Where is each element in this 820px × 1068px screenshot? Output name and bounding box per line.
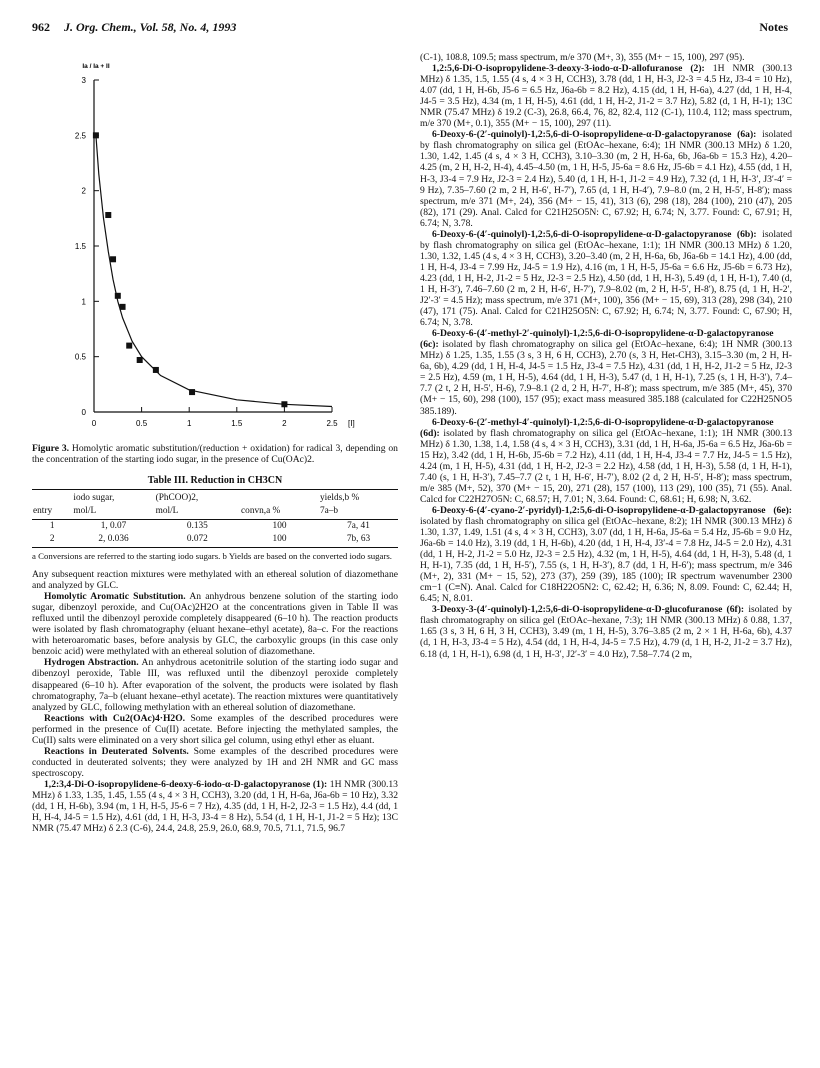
y-tick-label: 2 [81,186,86,196]
table-cell: 100 [272,521,287,532]
paragraph [32,657,398,712]
paragraph-heading: Hydrogen Abstraction. [44,657,139,669]
table-cell: 1, 0.07 [100,521,127,532]
x-tick-label: 2.5 [326,419,338,428]
paragraph-text: isolated by flash chromatography on silica gel (EtOAc–hexane, 1:1); 1H NMR (300.13 MHz) δ 1.20, 1.30, 1.32, 1.45 (4 s, 4 × 3 H, CCH3), 3.20–3.40 (m, 2 H, H-6a, 6b, J6a-6b = 14.1 Hz), 4.00 (dd, 1 H, H-4, J3-4 = 7.99 Hz, J4-5 = 1.9 Hz), 4.16 (m, 1 H, H-5, J5-6a = 6.6 Hz, J5-6b = 6.73 Hz), 4.23 (dd, 1 H, H-2, J1-2 = 5 Hz, J2-3 = 2.5 Hz), 4.50 (dd, 1 H, H-3), 5.49 (d, 1 H, H-1), 7.40 (d, 1 H, H-3′), 7.46–7.60 (2 m, 2 H, H-6′, H-7′), 7.9–8.02 (m, 2 H, H-5′, H-8′), 8.75 (d, 1 H, H-2′, J2′-3′ = 4.5 Hz); mass spectrum, m/e 371 (M+, 100), 356 (M+ − 15, 69), 313 (28), 298 (34), 210 (47), 171 (75). Anal. Calcd for C21H25O5N: C, 67.92; H, 6.74; N, 3.77. Found: C, 67.90; H, 6.74; N, 3.78. [420,228,792,329]
data-point [110,256,116,262]
data-point [115,293,121,299]
paragraph [420,328,792,416]
paragraph-text: isolated by flash chromatography on silica gel (EtOAc–hexane, 8:2); 1H NMR (300.13 MHz) δ 1.30, 1.37, 1.49, 1.51 (4 s, 4 × 3 H, CCH3), 3.07 (dd, 1 H, H-6a, J5-6a = 5.4 Hz, J5-6b = 9.0 Hz, J6a-6b = 14.0 Hz), 3.19 (dd, 1 H, H-6b), 4.20 (dd, 1 H, H-4, J3′-4 = 7.8 Hz, J4-5 = 2.0 Hz), 4.31 (dd, 1 H, H-2, J1-2 = 5.0 Hz, J2-3 = 2.5 Hz), 4.32 (m, 1 H, H-5), 4.64 (dd, 1 H, H-3), 5.48 (d, 1 H, H-1), 7.35 (dd, 1 H, H-5′), 7.55 (s, 1 H, H-3′), 8.7 (dd, 1 H, H-6′); mass spectrum, m/e 346 (M+, 2), 331 (M+ − 15, 52), 273 (37), 259 (39), 185 (100); IR spectrum wavenumber 2300 cm−1 (C≡N). Anal. Calcd for C18H22O5N2: C, 62.42; H, 6.36; N, 8.09. Found: C, 62.44; H, 6.45; N, 8.01. [420,515,792,605]
paragraph-heading: 6-Deoxy-6-(2′-quinolyl)-1,2:5,6-di-O-isopropylidene-α-D-galactopyranose (6a): [432,129,757,141]
paragraph [420,52,792,63]
paragraph-text: (C-1), 108.8, 109.5; mass spectrum, m/e 370 (M+, 3), 355 (M+ − 15, 100), 297 (95). [420,52,745,63]
x-tick-label: 0.5 [136,419,148,428]
section-name: Notes [759,20,788,34]
data-point [105,212,111,218]
table-cell: 0.072 [155,533,240,548]
data-point [120,304,126,310]
table-header-top-cell: (PhCOO)2, [155,490,240,505]
page-header [32,20,788,38]
table-cell: 7b, 63 [319,533,398,548]
table-cell: 7a, 41 [347,521,370,532]
paragraph [32,713,398,746]
paragraph-text: isolated by flash chromatography on silica gel (EtOAc–hexane, 7:3); 1H NMR (300.13 MHz) δ 0.88, 1.37, 1.65 (3 s, 3 H, 6 H, 3 H, CCH3), 3.49 (m, 1 H, H-5), 3.76–3.85 (2 m, 2 × 1 H, H-6a, 6b), 4.37 (d, 1 H, H-3, J3-4 = 5 Hz), 4.54 (dd, 1 H, H-4, J4-5 = 7.5 Hz), 4.79 (d, 1 H, H-2, J1-2 = 3.7 Hz), 6.18 (d, 1 H, H-1), 6.98 (d, 1 H, H-3′, J2′-3′ = 4.0 Hz), 7.58–7.74 (2 m, [420,604,792,660]
paragraph-heading: 1,2:3,4-Di-O-isopropylidene-6-deoxy-6-iodo-α-D-galactopyranose (1): [44,778,328,790]
data-point [126,343,132,349]
left-text-body [32,569,398,834]
x-tick-label: 2 [282,419,287,428]
paragraph-heading: Reactions with Cu2(OAc)4·H2O. [44,712,186,724]
paragraph [32,569,398,591]
paragraph-heading: Homolytic Aromatic Substitution. [44,591,186,603]
data-point [189,389,195,395]
paragraph-text: An anhydrous acetonitrile solution of the starting iodo sugar and dibenzoyl peroxide, Table III, was refluxed until the dibenzoyl peroxide completely disappeared (6–10 h). After evaporation of the solvent, the products were isolated by flash chromatography, 7a–b (eluant hexane–ethyl acetate). The reaction mixtures were quantitatively analyzed by GLC, following methylation with an ethereal solution of diazomethane. [32,657,398,713]
paragraph [32,746,398,779]
y-axis-label: Ia / Ia + II [82,63,110,70]
table-header-top-cell: iodo sugar, [72,490,154,505]
y-tick-label: 3 [81,76,86,85]
paragraph-heading: 6-Deoxy-6-(2′-methyl-4′-quinolyl)-1,2:5,6-di-O-isopropylidene-α-D-galactopyranose (6d): [420,416,774,439]
table-header-bottom [32,505,398,520]
paragraph [420,63,792,129]
paragraph-text: isolated by flash chromatography on silica gel (EtOAc–hexane, 6:4); 1H NMR (300.13 MHz) δ 1.20, 1.30, 1.42, 1.45 (4 s, 4 × 3 H, CCH3), 3.10–3.30 (m, 2 H, H-6a, 6b, J6a-6b = 15.3 Hz), 4.20–4.25 (m, 2 H, H-2, H-4), 4.45–4.50 (m, 1 H, H-5, J5-6a = 8.6 Hz, J5-6b = 4.1 Hz), 4.55 (dd, 1 H, H-3, J3-4 = 7.9 Hz, J2-3 = 2.4 Hz), 5.40 (d, 1 H, H-1, J1-2 = 4.9 Hz), 7.32 (d, 1 H, H-3′, J3′-4′ = 9 Hz), 7.35–7.60 (2 m, 2 H, H-6′, H-7′), 7.65 (d, 1 H, H-4′), 7.9–8.0 (m, 2 H, H-5′, H-8′); mass spectrum, m/e 371 (M+, 24), 356 (M+ − 15, 41), 313 (6), 298 (18), 284 (100), 210 (47), 205 (82), 171 (29). Anal. Calcd for C21H25O5N: C, 67.92; H, 6.74; N, 3.77. Found: C, 67.91; H, 6.74; N, 3.78. [420,129,792,229]
figure-caption-text: Homolytic aromatic substitution/(reduction + oxidation) for radical 3, depending on the concentration of the starting iodo sugar, in the presence of Cu(OAc)2. [32,443,398,465]
figure-3-chart [32,52,398,437]
table-cell: 0.135 [186,521,208,532]
y-tick-label: 1.5 [74,242,86,251]
table-cell: 1 [49,521,55,532]
x-tick-label: 1.5 [231,419,243,428]
paragraph [420,505,792,604]
table-header-cell: mol/L [155,505,240,520]
paragraph-text: isolated by flash chromatography on silica gel (EtOAc–hexane, 6:4); 1H NMR (300.13 MHz) δ 1.25, 1.35, 1.55 (3 s, 3 H, 6 H, CCH3), 2.70 (s, 3 H, Het-CH3), 3.15–3.30 (m, 2 H, H-6a, 6b), 4.29 (dd, 1 H, H-4, J4-5 = 1.5 Hz, J3-4 = 7.5 Hz), 4.31 (dd, 1 H, H-2, J1-2 = 5 Hz, J2-3 = 2.5 Hz), 4.59 (m, 1 H, H-5), 4.64 (dd, 1 H, H-3), 5.47 (d, 1 H, H-1), 7.25 (s, 1 H, H-3′), 7.4–7.7 (2 t, 2 H, H-5′, H-6), 7.9–8.1 (2 d, 2 H, H-7′, H-8′); mass spectrum, m/e 385 (M+, 45), 370 (M+ − 15, 60), 298 (100), 157 (95); exact mass measured 385.188 (calculated for C22H25NO5 385.189). [420,339,792,417]
table-header-top-cell: yields,b % [319,490,398,505]
y-tick-label: 2.5 [74,131,86,141]
y-tick-label: 1 [81,297,86,307]
table-header-cell: entry [32,505,72,520]
paragraph [32,591,398,657]
table-row [32,533,398,548]
figure-caption [32,443,398,465]
paragraph-heading: 3-Deoxy-3-(4′-quinolyl)-1,2:5,6-di-O-isopropylidene-α-D-glucofuranose (6f): [432,604,745,616]
table-header-top [32,490,398,505]
paragraph [420,229,792,328]
paragraph-text: 1H NMR (300.13 MHz) δ 1.35, 1.5, 1.55 (4 s, 4 × 3 H, CCH3), 3.78 (dd, 1 H, H-3, J2-3 = 4.5 Hz, J3-4 = 10 Hz), 4.07 (dd, 1 H, H-6b, J5-6 = 6.5 Hz, J6a-6b = 8.2 Hz), 4.15 (dd, 1 H, H-6a), 4.27 (dd, 1 H, H-4, J4-5 = 3.5 Hz), 4.34 (m, 1 H, H-5), 4.61 (dd, 1 H, H-2, J1-2 = 3.7 Hz), 5.82 (d, 1 H, H-1); 13C NMR (75.47 MHz) δ 19.2 (C-3), 26.8, 66.4, 76, 82, 82.4, 112 (C-1), 110.4, 112; mass spectrum, m/e 370 (M+, 0.1), 355 (M+ − 15, 100), 297 (11). [420,63,792,130]
table-body [32,520,398,548]
paragraph [32,779,398,834]
table-header-cell: mol/L [72,505,154,520]
paragraph-heading: 6-Deoxy-6-(4′-methyl-2′-quinolyl)-1,2:5,6-di-O-isopropylidene-α-D-galactopyranose (6c): [420,328,774,351]
paragraph-text: 1H NMR (300.13 MHz) δ 1.33, 1.35, 1.45, 1.55 (4 s, 4 × 3 H, CCH3), 3.20 (dd, 1 H, H-6a, J6a-6b = 10 Hz), 3.32 (dd, 1 H, H-6b), 3.94 (m, 1 H, H-5, J5-6 = 7 Hz), 4.35 (dd, 1 H, H-2, J2-3 = 1.5 Hz), 4.4 (dd, 1 H, H-4, J4-5 = 1.5 Hz), 4.61 (dd, 1 H, H-3, J3-4 = 8 Hz), 5.54 (d, 1 H, H-1, J1-2 = 5 Hz); 13C NMR (75.47 MHz) δ 2.3 (C-6), 24.4, 24.8, 25.9, 26.0, 68.9, 70.5, 71.1, 71.5, 96.7 [32,778,398,835]
paragraph-text: Some examples of the described procedures were conducted in deuterated solvents; they were analyzed by 1H and 2H NMR and GC mass spectroscopy. [32,745,398,779]
paragraph-text: Any subsequent reaction mixtures were methylated with an ethereal solution of diazomethane and analyzed by GLC. [32,569,398,592]
table-cell: 2, 0.036 [72,533,154,548]
paragraph-heading: 6-Deoxy-6-(4′-cyano-2′-pyridyl)-1,2:5,6-di-O-isopropylidene-α-D-galactopyranose (6e): [432,504,792,516]
table-row [32,520,398,533]
y-tick-label: 0 [81,408,86,417]
data-point [137,357,143,363]
fit-curve [96,135,332,406]
x-tick-label: 1 [186,419,192,428]
paragraph [420,604,792,659]
x-tick-label: 0 [91,419,97,428]
paragraph-heading: 6-Deoxy-6-(4′-quinolyl)-1,2:5,6-di-O-isopropylidene-α-D-galactopyranose (6b): [432,228,757,240]
paragraph [420,417,792,505]
paragraph [420,129,792,228]
paragraph-text: An anhydrous benzene solution of the starting iodo sugar, dibenzoyl peroxide, and Cu(OAc)2H2O at the concentrations given in Table II was refluxed until the dibenzoyl peroxide completely disappeared (6–10 h). The reaction products were isolated by flash chromatography (eluant hexane–ethyl acetate), 8a–c. For the reactions with heteroaromatic bases, before analysis by GLC, the carboxylic groups (in this case only benzoic acid) were methylated with an ethereal solution of diazomethane. [32,591,399,658]
right-column [420,52,792,660]
y-tick-label: 0.5 [74,352,86,362]
table-footnote: a Conversions are referred to the starting iodo sugars. b Yields are based on the converted iodo sugars. [32,551,392,562]
table-header-cell: convn,a % [240,505,319,520]
data-point [281,401,287,407]
paragraph-heading: 1,2:5,6-Di-O-isopropylidene-3-deoxy-3-iodo-α-D-allofuranose (2): [432,63,705,75]
page-number: 962 [32,20,50,34]
table-cell: 100 [240,533,319,548]
figure-3 [32,52,398,437]
figure-caption-label: Figure 3. [32,443,70,454]
x-axis-label: [I] [348,419,355,428]
left-column [32,52,398,834]
journal-citation: J. Org. Chem., Vol. 58, No. 4, 1993 [64,20,237,34]
table-header-top-cell [240,490,319,505]
table-header-top-cell [32,490,72,505]
paragraph-heading: Reactions in Deuterated Solvents. [44,745,189,757]
table-header-cell: 7a–b [319,505,398,520]
table-cell: 2 [32,533,72,548]
data-point [93,132,99,138]
paragraph-text: isolated by flash chromatography on silica gel (EtOAc–hexane, 1:1); 1H NMR (300.13 MHz) δ 1.30, 1.38, 1.4, 1.58 (4 s, 4 × 3 H, CCH3), 3.31 (dd, 1 H, H-6a, J5-6a = 6.5 Hz, J6a-6b = 15 Hz), 3.42 (dd, 1 H, H-6b, J5-6b = 7.2 Hz), 4.11 (dd, 1 H, H-4, J3-4 = 7.7 Hz, J4-5 = 1.5 Hz), 4.24 (m, 1 H, H-5), 4.31 (dd, 1 H, H-2, J2-3 = 2.2 Hz), 4.58 (dd, 1 H, H-3), 5.58 (d, 1 H, H-1), 7.40 (s, 1 H, H-3′), 7.45–7.7 (2 t, 1 H, H-6′, H-7′), 8.02 (2 d, 2 H, H-5′, H-8′); mass spectrum, m/e 385 (M+, 52), 370 (M+ − 15, 20), 271 (28), 157 (100), 113 (29), 100 (35), 71 (55). Anal. Calcd for C22H27O5N: C, 68.57; H, 7.01; N, 3.64. Found: C, 68.61; H, 6.98; N, 3.62. [420,427,793,505]
data-point [153,367,159,373]
table-title: Table III. Reduction in CH3CN [147,475,283,486]
table-iii [32,489,398,548]
paragraph-text: Some examples of the described procedures were performed in the presence of Cu(II) acetate. Before injecting the methylated samples, the Cu(II) salts were eliminated on a very short silica gel column, using ethyl ether as eluant. [32,712,398,746]
